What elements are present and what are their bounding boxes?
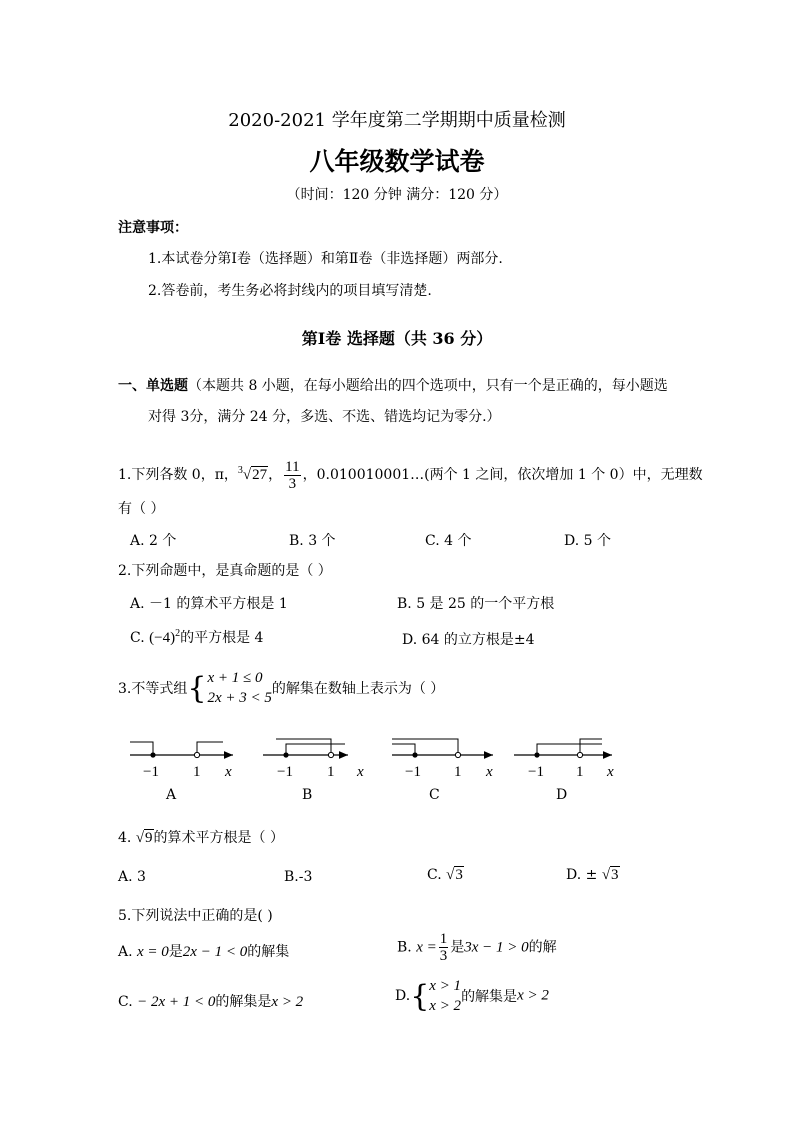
q5-c-math2: x > 2 xyxy=(271,994,304,1010)
q2-c-suffix: 的平方根是 4 xyxy=(180,630,264,646)
q3-prefix: 3.不等式组 xyxy=(118,681,188,697)
q5-b-fraction xyxy=(439,931,449,964)
q1-option-c: C. 4 个 xyxy=(425,533,472,549)
nl-a-choice: A xyxy=(166,787,177,803)
nl-a-label-x: x xyxy=(225,764,232,780)
q1-fraction xyxy=(284,459,300,492)
q5-option-c xyxy=(118,991,303,1011)
nl-b-label-x: x xyxy=(357,764,364,780)
q5-option-d xyxy=(395,976,549,1016)
q4-sqrt: √9 xyxy=(135,830,153,846)
q3-suffix: 的解集在数轴上表示为（ ） xyxy=(271,681,445,697)
nl-b-label-1: 1 xyxy=(327,764,335,780)
q5-d-ineq-1: x > 1 xyxy=(429,978,462,994)
question-4-stem xyxy=(118,827,284,847)
question-1-line2: 有（ ） xyxy=(118,501,165,517)
q5-c-math: − 2x + 1 < 0 xyxy=(137,994,216,1010)
q5-b-num: 1 xyxy=(439,931,448,947)
q3-system-lines xyxy=(207,668,271,708)
part-description: （本题共 8 小题，在每小题给出的四个选项中，只有一个是正确的，每小题选 xyxy=(188,378,668,394)
q4-option-c xyxy=(427,867,464,884)
q5-b-mid: 是 xyxy=(450,939,465,956)
q4-prefix: 4. xyxy=(118,830,136,846)
q1-root-radicand: 27 xyxy=(252,467,268,483)
q5-d-ineq-2: x > 2 xyxy=(429,998,462,1014)
q5-d-math2: x > 2 xyxy=(517,987,549,1004)
q5-d-system: { xyxy=(410,978,430,1014)
q1-prefix: 1.下列各数 0，π， xyxy=(118,467,238,483)
number-line-b xyxy=(263,739,348,758)
q2-option-a: A. －1 的算术平方根是 1 xyxy=(130,596,288,612)
q5-option-b xyxy=(397,931,557,964)
q1-option-d: D. 5 个 xyxy=(564,533,611,549)
q4-d-sqrt: √3 xyxy=(601,867,619,883)
q3-system: { xyxy=(187,670,207,706)
part-header xyxy=(118,375,668,395)
nl-a-label-1: 1 xyxy=(193,764,201,780)
q1-root-index: 3 xyxy=(237,465,243,476)
q1-option-a: A. 2 个 xyxy=(130,533,177,549)
number-line-d xyxy=(514,739,612,758)
q1-frac-num: 11 xyxy=(285,458,300,475)
q2-c-base: (−4) xyxy=(149,630,176,646)
q5-d-mid: 的解集是 xyxy=(461,989,518,1005)
q5-a-mid: 是 xyxy=(168,944,183,960)
q5-a-suffix: 的解集 xyxy=(247,944,290,960)
q5-d-label: D. xyxy=(395,988,411,1004)
q1-frac-den: 3 xyxy=(288,475,297,492)
q4-option-a: A. 3 xyxy=(118,869,146,885)
nl-d-label-1: 1 xyxy=(576,764,584,780)
q5-a-label: A. xyxy=(118,944,138,960)
q2-c-label: C. xyxy=(130,630,150,646)
q4-radicand: 9 xyxy=(145,830,153,846)
q2-c-exponent: 2 xyxy=(175,628,181,639)
question-1-stem xyxy=(118,451,703,495)
q5-b-math2: 3x − 1 > 0 xyxy=(464,939,529,956)
q1-cube-root: $^3$√27 xyxy=(237,465,268,483)
q4-c-radicand: 3 xyxy=(455,867,463,883)
exam-time-info: （时间：120 分钟 满分：120 分） xyxy=(286,187,508,203)
q5-a-math: x = 0 xyxy=(137,944,169,960)
nl-c-label-x: x xyxy=(486,764,493,780)
notes-heading: 注意事项： xyxy=(118,220,188,236)
q5-b-suffix: 的解 xyxy=(528,939,557,956)
nl-b-label-neg1: −1 xyxy=(277,764,293,780)
q3-number-line-diagrams xyxy=(0,730,794,820)
q2-option-b: B. 5 是 25 的一个平方根 xyxy=(397,596,555,612)
exam-subtitle: 八年级数学试卷 xyxy=(309,147,485,176)
number-line-c xyxy=(392,739,493,758)
q5-option-a xyxy=(118,941,289,961)
q5-b-den: 3 xyxy=(439,948,448,964)
q1-suffix: ，0.010010001…(两个 1 之间，依次增加 1 个 0）中，无理数 xyxy=(302,467,703,483)
nl-d-choice: D xyxy=(556,787,568,803)
q4-c-sqrt: √3 xyxy=(446,867,463,883)
q4-option-b: B.-3 xyxy=(284,869,313,885)
q3-ineq-2: 2x + 3 < 5 xyxy=(207,690,272,706)
q5-c-mid: 的解集是 xyxy=(215,994,272,1010)
nl-b-choice: B xyxy=(302,787,313,803)
q5-b-math: x = xyxy=(416,939,437,956)
question-5-stem: 5.下列说法中正确的是( ) xyxy=(118,908,273,924)
nl-d-label-neg1: −1 xyxy=(528,764,544,780)
q4-suffix: 的算术平方根是（ ） xyxy=(153,830,284,846)
q2-option-d: D. 64 的立方根是±4 xyxy=(402,632,535,648)
q2-c-math xyxy=(149,630,180,646)
q5-a-math2: 2x − 1 < 0 xyxy=(182,944,248,960)
number-line-a xyxy=(130,742,233,758)
q2-option-c xyxy=(130,627,263,647)
nl-c-choice: C xyxy=(429,787,440,803)
q5-b-label: B. xyxy=(397,939,417,956)
q4-d-label: D. ± xyxy=(566,867,602,883)
q4-c-label: C. xyxy=(427,867,447,883)
nl-c-label-1: 1 xyxy=(454,764,462,780)
part-description-cont: 对得 3分，满分 24 分，多选、不选、错选均记为零分.） xyxy=(148,409,501,425)
nl-a-label-neg1: −1 xyxy=(143,764,159,780)
notes-item-2: 2.答卷前，考生务必将封线内的项目填写清楚. xyxy=(148,283,432,299)
section-title: 第Ⅰ卷 选择题（共 36 分） xyxy=(301,329,493,348)
q1-option-b: B. 3 个 xyxy=(289,533,336,549)
q5-d-system-lines xyxy=(429,976,461,1016)
nl-d-label-x: x xyxy=(607,764,614,780)
question-2-stem: 2.下列命题中，是真命题的是（ ） xyxy=(118,563,332,579)
part-label: 一、单选题 xyxy=(118,378,188,394)
q3-ineq-1: x + 1 ≤ 0 xyxy=(207,670,263,686)
notes-item-1: 1.本试卷分第Ⅰ卷（选择题）和第Ⅱ卷（非选择题）两部分. xyxy=(148,251,503,267)
nl-c-label-neg1: −1 xyxy=(405,764,421,780)
exam-title: 2020-2021 学年度第二学期期中质量检测 xyxy=(228,110,566,131)
q1-comma: ， xyxy=(268,467,283,483)
q4-option-d xyxy=(566,867,620,884)
question-3-stem xyxy=(118,668,444,708)
q5-c-label: C. xyxy=(118,994,138,1010)
q4-d-radicand: 3 xyxy=(611,867,619,883)
